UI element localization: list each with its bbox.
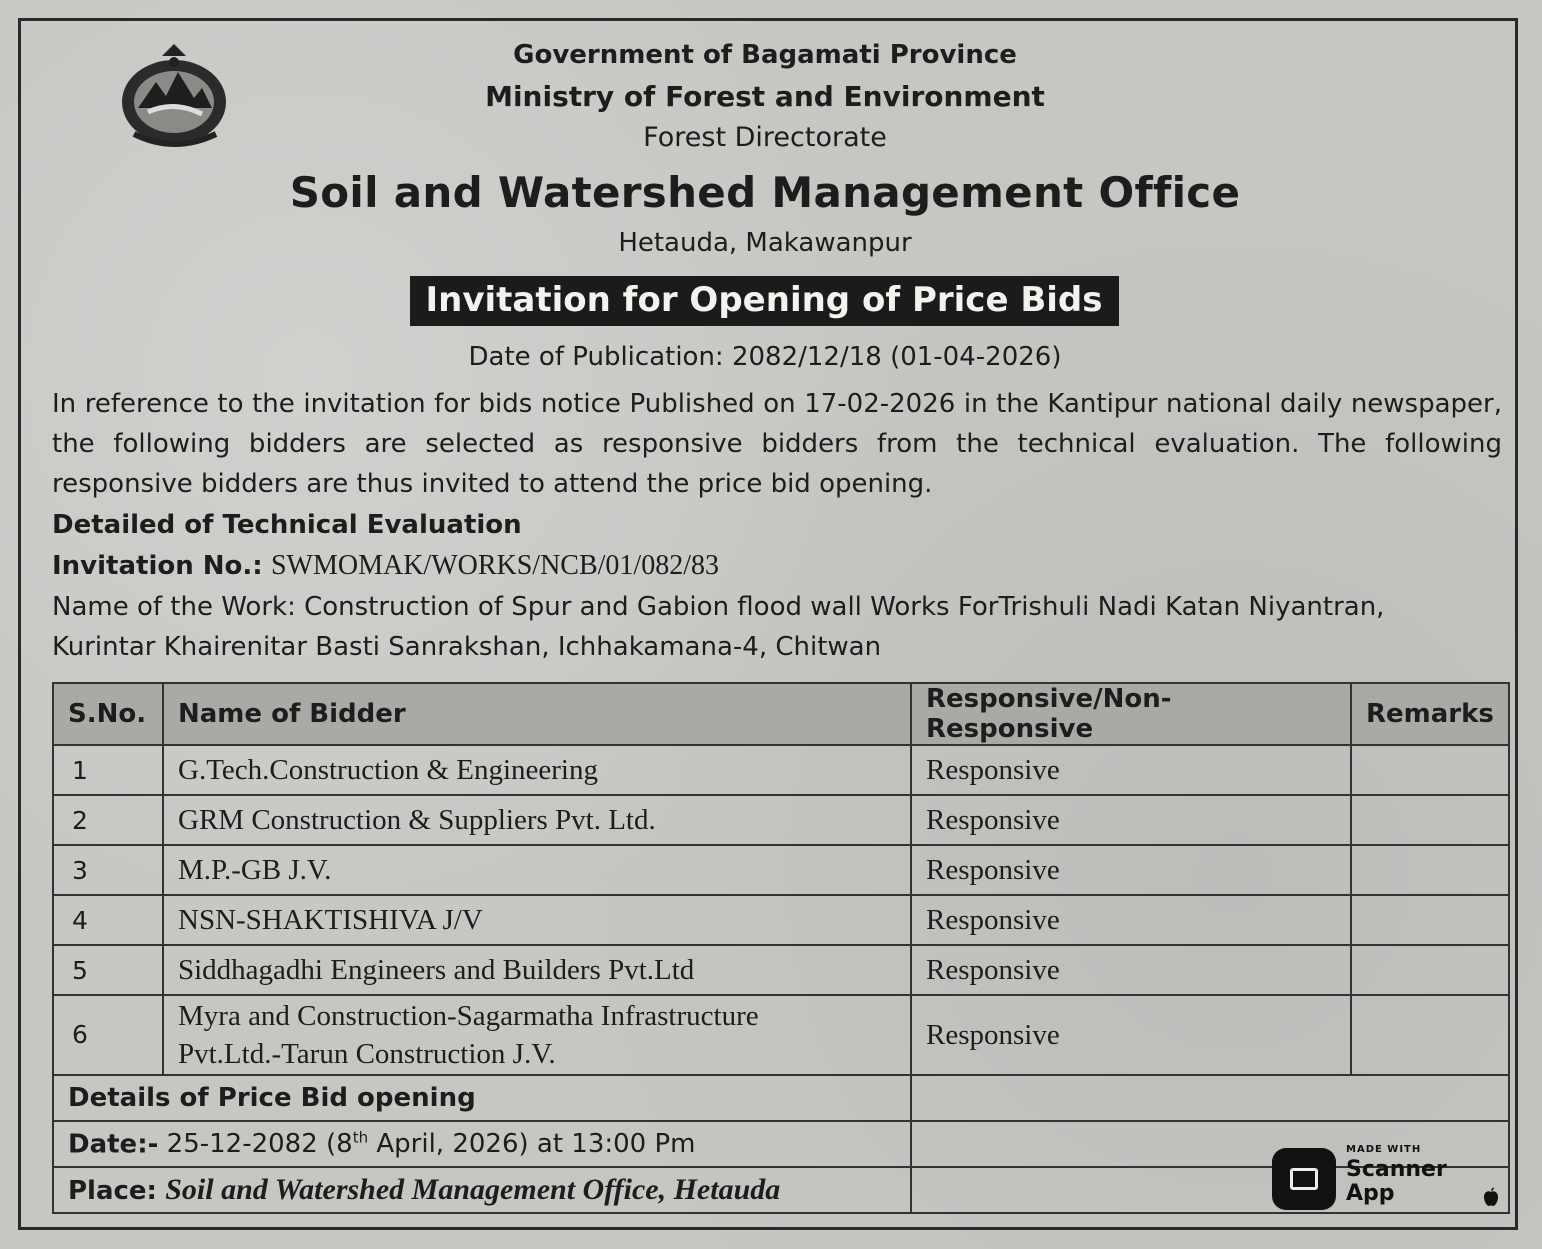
work-name-line-2: Kurintar Khairenitar Basti Sanrakshan, Ichhakamana-4, Chitwan [52,632,882,662]
table-header-row [53,683,1509,745]
directorate-heading: Forest Directorate [643,122,887,153]
row-sno: 1 [53,745,163,795]
row-remarks [1351,895,1509,945]
row-bidder-name: Siddhagadhi Engineers and Builders Pvt.Ltd [163,945,911,995]
row-bidder-name: NSN-SHAKTISHIVA J/V [163,895,911,945]
row-remarks [1351,845,1509,895]
price-bid-date-label: Date:- [68,1129,159,1160]
row-sno: 6 [53,995,163,1075]
row-bidder-name: M.P.-GB J.V. [163,845,911,895]
row-status: Responsive [911,895,1351,945]
table-row [53,895,1509,945]
notice-title-banner: Invitation for Opening of Price Bids [410,276,1119,326]
row-remarks [1351,995,1509,1075]
table-row [53,795,1509,845]
bidder-name-line-2: Pvt.Ltd.-Tarun Construction J.V. [178,1038,556,1070]
row-remarks [1351,745,1509,795]
row-status: Responsive [911,845,1351,895]
price-bid-heading-row [53,1075,1509,1121]
row-sno: 5 [53,945,163,995]
price-bid-heading: Details of Price Bid opening [68,1083,476,1113]
col-header-name: Name of Bidder [163,683,911,745]
government-heading: Government of Bagamati Province [513,40,1017,70]
table-row [53,845,1509,895]
bidders-table [52,682,1510,1214]
office-title: Soil and Watershed Management Office [289,168,1241,217]
intro-paragraph: In reference to the invitation for bids notice Published on 17-02-2026 in the Kantipur national daily newspaper, the following bidders are selected as responsive bidders from the technical evaluation. The following responsive bidders are thus invited to attend the price bid opening. [52,389,1502,499]
scanner-app-icon [1272,1148,1336,1210]
invitation-label: Invitation No.: [52,551,263,581]
invitation-number: SWMOMAK/WORKS/NCB/01/082/83 [270,550,719,581]
row-remarks [1351,945,1509,995]
office-location: Hetauda, Makawanpur [618,228,912,258]
table-row [53,945,1509,995]
apple-logo-icon [1480,1186,1502,1208]
price-bid-place-label: Place: [68,1176,157,1206]
row-bidder-name: GRM Construction & Suppliers Pvt. Ltd. [163,795,911,845]
row-remarks [1351,795,1509,845]
row-sno: 2 [53,795,163,845]
watermark-app: App [1346,1181,1395,1206]
col-header-status: Responsive/Non-Responsive [911,683,1351,745]
row-status: Responsive [911,995,1351,1075]
watermark-scanner: Scanner [1346,1157,1447,1182]
row-bidder-name: G.Tech.Construction & Engineering [163,745,911,795]
row-status: Responsive [911,795,1351,845]
invitation-number-line [52,550,719,582]
price-bid-place-value: Soil and Watershed Management Office, Hetauda [165,1173,781,1206]
col-header-remarks: Remarks [1351,683,1509,745]
row-sno: 4 [53,895,163,945]
ministry-heading: Ministry of Forest and Environment [485,80,1045,113]
watermark-made-with: MADE WITH [1346,1144,1422,1155]
price-bid-date-value: 25-12-2082 (8th April, 2026) at 13:00 Pm [166,1128,696,1160]
row-sno: 3 [53,845,163,895]
row-status: Responsive [911,745,1351,795]
bidder-name-line-1: Myra and Construction-Sagarmatha Infrastructure [178,1000,759,1032]
col-header-sno: S.No. [53,683,163,745]
evaluation-heading: Detailed of Technical Evaluation [52,510,522,540]
row-bidder-name [163,995,911,1075]
work-name-line-1: Name of the Work: Construction of Spur and Gabion flood wall Works ForTrishuli Nadi Katan Niyantran, [52,592,1385,622]
publication-date: Date of Publication: 2082/12/18 (01-04-2026) [468,342,1062,372]
row-status: Responsive [911,945,1351,995]
scanner-app-watermark [1272,1142,1508,1214]
table-row [53,995,1509,1075]
table-row [53,745,1509,795]
